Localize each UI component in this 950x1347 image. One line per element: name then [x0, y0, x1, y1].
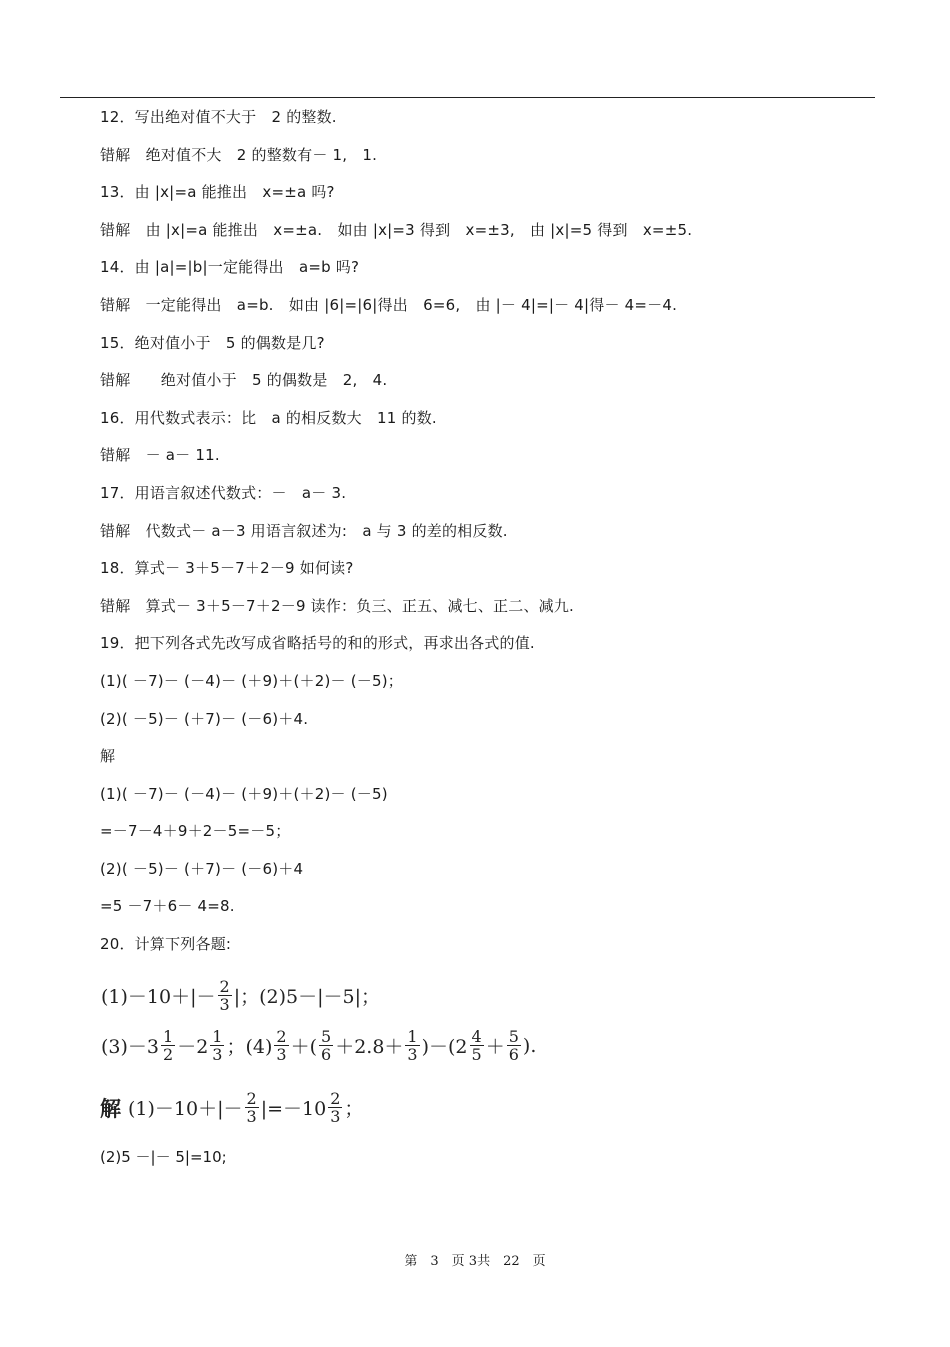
fraction: [507, 1028, 521, 1063]
text-line: =－7－4＋9＋2－5=－5；: [100, 822, 291, 841]
text-line: =5 －7＋6－ 4=8.: [100, 897, 235, 916]
math-text: ；: [344, 1098, 364, 1120]
text-line: 14．由 |a|=|b|一定能得出 a=b 吗?: [100, 258, 360, 277]
denominator: 6: [321, 1045, 332, 1064]
denominator: 3: [212, 1045, 223, 1064]
text-line: 18．算式－ 3＋5－7＋2－9 如何读?: [100, 559, 354, 578]
numerator: 1: [163, 1027, 174, 1046]
text-line: 17．用语言叙述代数式：－ a－ 3.: [100, 483, 347, 502]
text-line: 错解 一定能得出 a=b. 如由 |6|=|6|得出 6=6, 由 |－ 4|=|－ 4|得－ 4=－4.: [100, 295, 678, 314]
text-line: 错解 绝对值小于 5 的偶数是 2, 4.: [100, 371, 388, 390]
page-footer: 第 3 页 3共 22 页: [404, 1254, 546, 1269]
numerator: 2: [219, 977, 230, 996]
text-line: 16．用代数式表示：比 a 的相反数大 11 的数.: [100, 408, 437, 427]
denominator: 3: [219, 995, 230, 1014]
math-text: ＋: [485, 1036, 505, 1058]
math-expression-3: [100, 1090, 364, 1125]
text-line: 错解 算式－ 3＋5－7＋2－9 读作：负三、正五、减七、正二、减九.: [100, 596, 575, 615]
math-text: (1)－10＋|－: [101, 986, 216, 1008]
text-line: 错解 绝对值不大 2 的整数有－ 1, 1.: [100, 145, 378, 164]
header-rule: [60, 97, 875, 98]
numerator: 5: [321, 1027, 332, 1046]
numerator: 2: [276, 1027, 287, 1046]
fraction: [161, 1028, 175, 1063]
text-line: (1)( －7)－ (－4)－ (＋9)＋(＋2)－ (－5): [100, 784, 388, 803]
math-text: )－(2: [421, 1036, 468, 1058]
numerator: 2: [246, 1089, 257, 1108]
numerator: 4: [471, 1027, 482, 1046]
text-line: (2)5 －|－ 5|=10;: [100, 1148, 227, 1166]
numerator: 5: [508, 1027, 519, 1046]
math-text: (3)－3: [101, 1036, 160, 1058]
text-line: 错解 由 |x|=a 能推出 x=±a. 如由 |x|=3 得到 x=±3, 由 |x|=5 得到 x=±5.: [100, 220, 693, 239]
math-text: |；(2)5－|－5|；: [233, 986, 380, 1008]
fraction: [245, 1090, 259, 1125]
text-line: (2)( －5)－ (＋7)－ (－6)＋4.: [100, 709, 309, 728]
text-line: 错解 代数式－ a－3 用语言叙述为: a 与 3 的差的相反数.: [100, 521, 508, 540]
math-text: |=－10: [260, 1098, 327, 1120]
denominator: 5: [471, 1045, 482, 1064]
document-body: [100, 104, 900, 969]
math-expression-2: [100, 1028, 537, 1063]
solution-label: 解: [100, 1096, 121, 1121]
math-text: ＋2.8＋: [335, 1036, 404, 1058]
math-expression-1: [100, 978, 381, 1013]
math-text: ＋(: [290, 1036, 318, 1058]
text-line: 错解 － a－ 11.: [100, 446, 220, 465]
text-line: 12．写出绝对值不大于 2 的整数.: [100, 108, 337, 126]
fraction: [274, 1028, 288, 1063]
numerator: 2: [330, 1089, 341, 1108]
fraction: [405, 1028, 419, 1063]
denominator: 3: [246, 1107, 257, 1126]
text-line: 20．计算下列各题:: [100, 935, 232, 954]
fraction: [470, 1028, 484, 1063]
text-line: 19．把下列各式先改写成省略括号的和的形式，再求出各式的值.: [100, 634, 535, 653]
text-line: 13．由 |x|=a 能推出 x=±a 吗?: [100, 183, 335, 202]
math-text: －2: [177, 1036, 209, 1058]
math-text: (1)－10＋|－: [128, 1098, 243, 1120]
fraction: [210, 1028, 224, 1063]
numerator: 1: [407, 1027, 418, 1046]
math-text: ).: [522, 1034, 537, 1057]
denominator: 2: [163, 1045, 174, 1064]
denominator: 3: [407, 1045, 418, 1064]
denominator: 3: [276, 1045, 287, 1064]
text-line: (2)( －5)－ (＋7)－ (－6)＋4: [100, 859, 304, 878]
denominator: 3: [330, 1107, 341, 1126]
fraction: [328, 1090, 342, 1125]
text-line: (1)( －7)－ (－4)－ (＋9)＋(＋2)－ (－5)；: [100, 671, 403, 690]
text-line: 15．绝对值小于 5 的偶数是几?: [100, 333, 325, 352]
text-line: 解: [100, 747, 116, 766]
denominator: 6: [508, 1045, 519, 1064]
fraction: [319, 1028, 333, 1063]
fraction: [218, 978, 232, 1013]
math-text: ；(4): [226, 1036, 273, 1058]
numerator: 1: [212, 1027, 223, 1046]
